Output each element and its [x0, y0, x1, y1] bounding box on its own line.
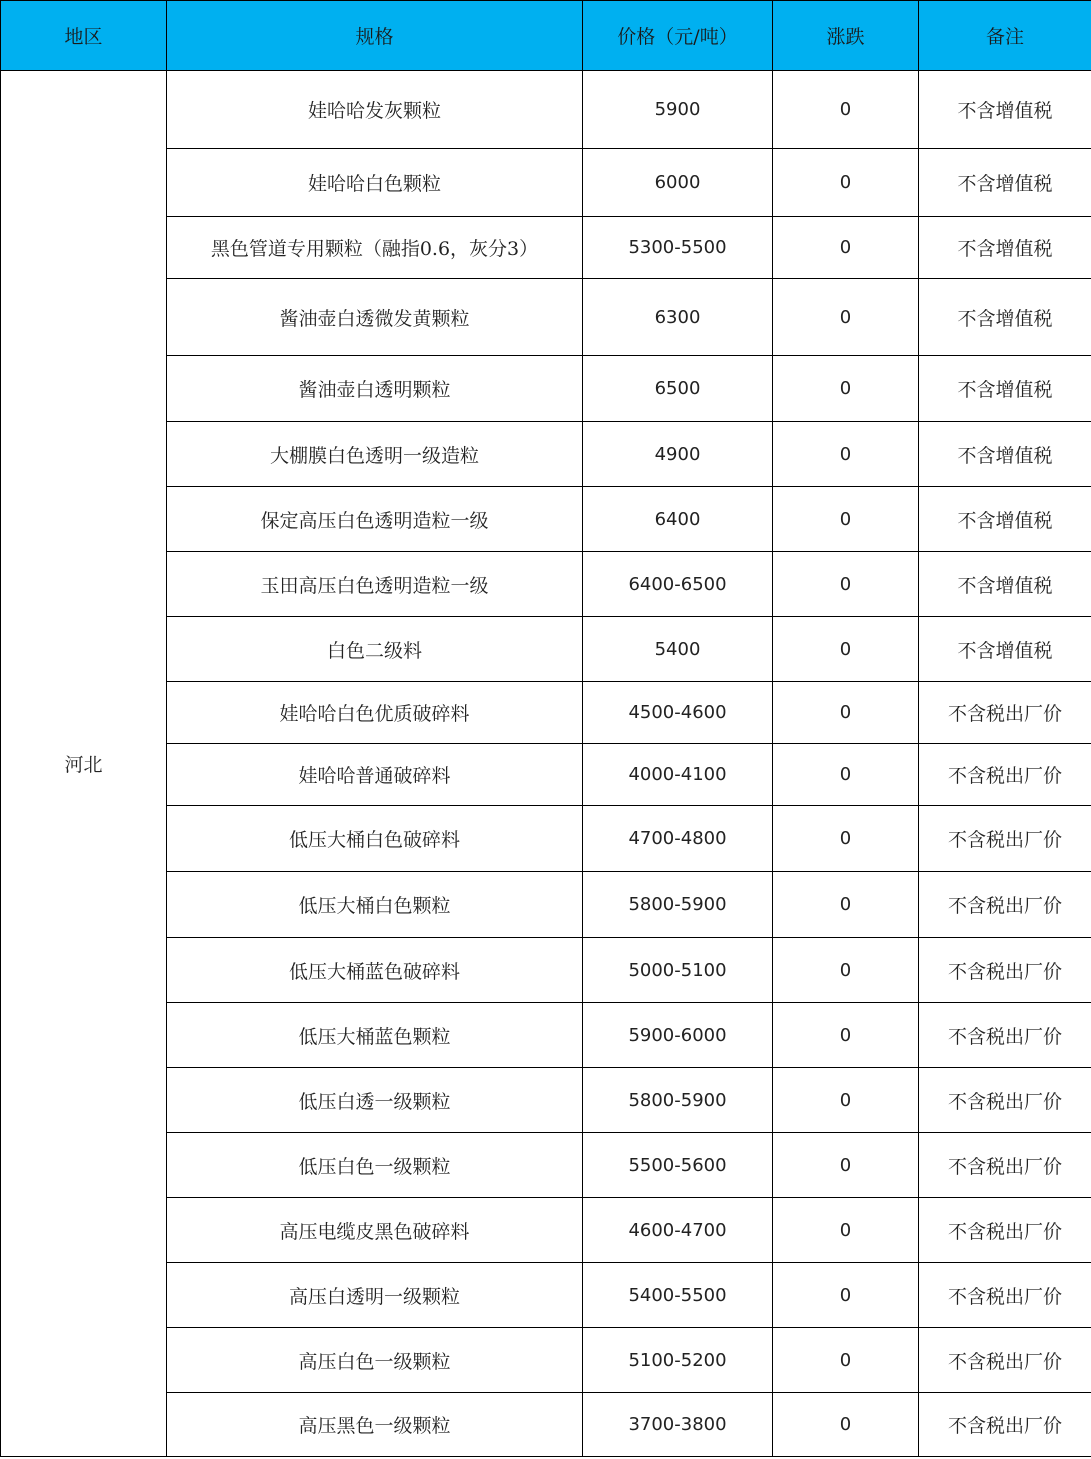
price-cell: 6500: [583, 356, 773, 422]
change-cell: 0: [773, 806, 919, 872]
price-cell: 5100-5200: [583, 1328, 773, 1393]
spec-cell: 酱油壶白透明颗粒: [167, 356, 583, 422]
spec-cell: 酱油壶白透微发黄颗粒: [167, 279, 583, 356]
header-region: 地区: [1, 1, 167, 71]
note-cell: 不含税出厂价: [919, 682, 1091, 744]
price-cell: 5400-5500: [583, 1263, 773, 1328]
note-cell: 不含税出厂价: [919, 1328, 1091, 1393]
price-cell: 6400-6500: [583, 552, 773, 617]
table-row: [1, 71, 1091, 149]
spec-cell: 低压大桶白色破碎料: [167, 806, 583, 872]
change-cell: 0: [773, 1003, 919, 1068]
table-body: [1, 71, 1091, 1457]
price-cell: 5900: [583, 71, 773, 149]
price-cell: 5500-5600: [583, 1133, 773, 1198]
spec-cell: 低压白色一级颗粒: [167, 1133, 583, 1198]
note-cell: 不含税出厂价: [919, 806, 1091, 872]
note-cell: 不含税出厂价: [919, 938, 1091, 1003]
price-cell: 5400: [583, 617, 773, 682]
spec-cell: 低压大桶蓝色颗粒: [167, 1003, 583, 1068]
price-cell: 5300-5500: [583, 217, 773, 279]
spec-cell: 白色二级料: [167, 617, 583, 682]
price-cell: 4900: [583, 422, 773, 487]
price-cell: 4500-4600: [583, 682, 773, 744]
change-cell: 0: [773, 356, 919, 422]
change-cell: 0: [773, 1328, 919, 1393]
change-cell: 0: [773, 1263, 919, 1328]
change-cell: 0: [773, 872, 919, 938]
price-cell: 4000-4100: [583, 744, 773, 806]
note-cell: 不含增值税: [919, 356, 1091, 422]
header-note: 备注: [919, 1, 1091, 71]
change-cell: 0: [773, 1393, 919, 1457]
price-cell: 6000: [583, 149, 773, 217]
change-cell: 0: [773, 1133, 919, 1198]
header-spec: 规格: [167, 1, 583, 71]
change-cell: 0: [773, 149, 919, 217]
note-cell: 不含税出厂价: [919, 1133, 1091, 1198]
spec-cell: 低压大桶白色颗粒: [167, 872, 583, 938]
note-cell: 不含增值税: [919, 279, 1091, 356]
note-cell: 不含增值税: [919, 149, 1091, 217]
spec-cell: 高压电缆皮黑色破碎料: [167, 1198, 583, 1263]
change-cell: 0: [773, 552, 919, 617]
note-cell: 不含税出厂价: [919, 744, 1091, 806]
price-cell: 4700-4800: [583, 806, 773, 872]
note-cell: 不含税出厂价: [919, 872, 1091, 938]
note-cell: 不含增值税: [919, 552, 1091, 617]
price-cell: 5800-5900: [583, 872, 773, 938]
note-cell: 不含税出厂价: [919, 1198, 1091, 1263]
header-change: 涨跌: [773, 1, 919, 71]
spec-cell: 高压黑色一级颗粒: [167, 1393, 583, 1457]
note-cell: 不含增值税: [919, 422, 1091, 487]
change-cell: 0: [773, 71, 919, 149]
price-cell: 5800-5900: [583, 1068, 773, 1133]
change-cell: 0: [773, 744, 919, 806]
note-cell: 不含税出厂价: [919, 1393, 1091, 1457]
change-cell: 0: [773, 1068, 919, 1133]
price-cell: 3700-3800: [583, 1393, 773, 1457]
note-cell: 不含税出厂价: [919, 1003, 1091, 1068]
header-row: [1, 1, 1091, 71]
price-cell: 6400: [583, 487, 773, 552]
note-cell: 不含增值税: [919, 487, 1091, 552]
note-cell: 不含增值税: [919, 217, 1091, 279]
change-cell: 0: [773, 1198, 919, 1263]
change-cell: 0: [773, 487, 919, 552]
spec-cell: 低压白透一级颗粒: [167, 1068, 583, 1133]
spec-cell: 玉田高压白色透明造粒一级: [167, 552, 583, 617]
spec-cell: 高压白色一级颗粒: [167, 1328, 583, 1393]
change-cell: 0: [773, 938, 919, 1003]
spec-cell: 高压白透明一级颗粒: [167, 1263, 583, 1328]
spec-cell: 保定高压白色透明造粒一级: [167, 487, 583, 552]
price-cell: 5000-5100: [583, 938, 773, 1003]
header-price: 价格（元/吨）: [583, 1, 773, 71]
change-cell: 0: [773, 617, 919, 682]
spec-cell: 娃哈哈白色优质破碎料: [167, 682, 583, 744]
note-cell: 不含税出厂价: [919, 1068, 1091, 1133]
price-cell: 6300: [583, 279, 773, 356]
spec-cell: 娃哈哈普通破碎料: [167, 744, 583, 806]
spec-cell: 娃哈哈发灰颗粒: [167, 71, 583, 149]
spec-cell: 黑色管道专用颗粒（融指0.6，灰分3）: [167, 217, 583, 279]
note-cell: 不含增值税: [919, 617, 1091, 682]
change-cell: 0: [773, 682, 919, 744]
note-cell: 不含增值税: [919, 71, 1091, 149]
spec-cell: 大棚膜白色透明一级造粒: [167, 422, 583, 487]
spec-cell: 娃哈哈白色颗粒: [167, 149, 583, 217]
price-cell: 5900-6000: [583, 1003, 773, 1068]
change-cell: 0: [773, 422, 919, 487]
note-cell: 不含税出厂价: [919, 1263, 1091, 1328]
change-cell: 0: [773, 279, 919, 356]
spec-cell: 低压大桶蓝色破碎料: [167, 938, 583, 1003]
region-cell: 河北: [1, 71, 167, 1457]
change-cell: 0: [773, 217, 919, 279]
price-cell: 4600-4700: [583, 1198, 773, 1263]
